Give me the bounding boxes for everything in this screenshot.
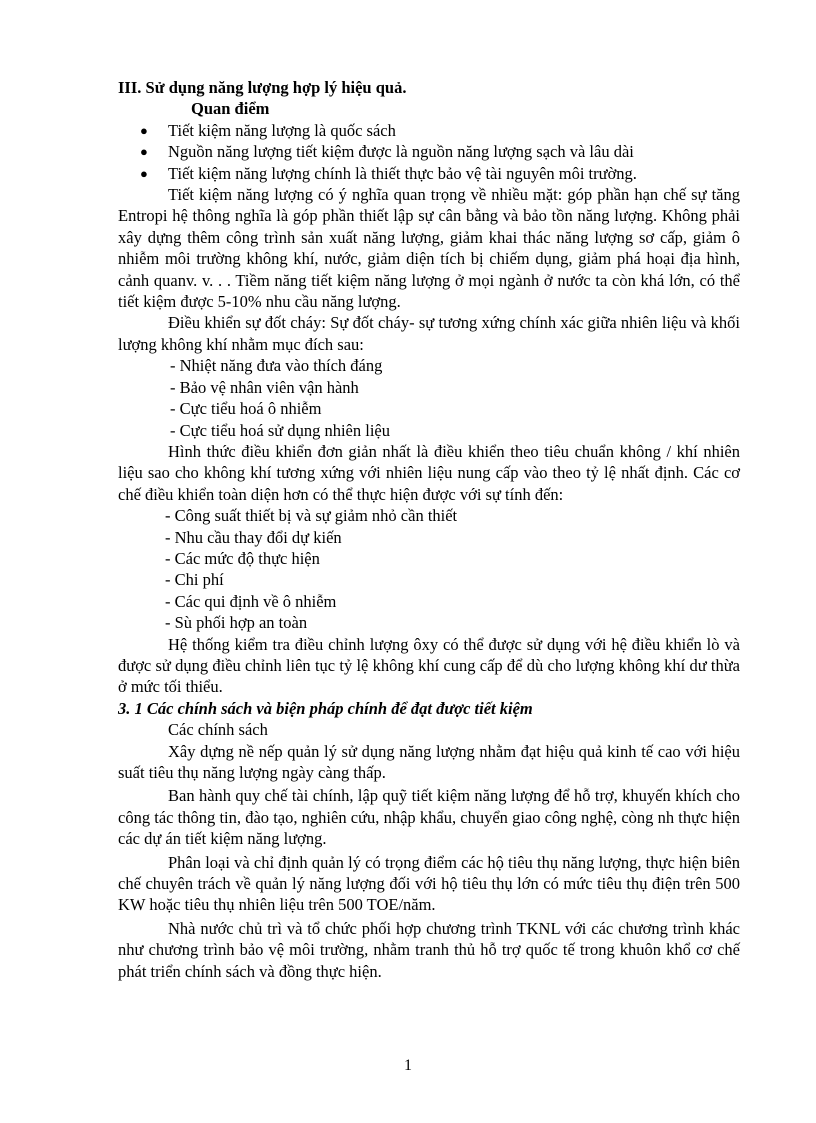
bullet-icon: ● xyxy=(140,144,148,160)
bullet-icon: ● xyxy=(140,165,148,181)
list-item: - Nhu cầu thay đổi dự kiến xyxy=(165,527,342,547)
section-subheading: Quan điểm xyxy=(191,99,270,119)
paragraph: Tiết kiệm năng lượng có ý nghĩa quan trọng về nhiều mặt: góp phần hạn chế sự tăng Entropi hệ thông nghĩa là góp phần thiết lập sự cân bằng và bảo tồn năng lượng. Không phải xây dựng thêm công trình sản xuất năng lượng, giảm khai thác năng lượng sơ cấp, giảm ô nhiễm môi trường không khí, nước, giảm diện tích bị chiếm dụng, giảm phá hoại địa hình, cảnh quanv. v. . . Tiềm năng tiết kiệm năng lượng ở mọi ngành ở nước ta còn khá lớn, có thể tiết kiệm được 5-10% nhu cầu năng lượng. xyxy=(118,185,740,312)
list-item: ● Tiết kiệm năng lượng là quốc sách xyxy=(140,120,396,140)
paragraph: Phân loại và chỉ định quản lý có trọng điểm các hộ tiêu thụ năng lượng, thực hiện biên chế chuyên trách về quản lý năng lượng đối với hộ tiêu thụ lớn có mức tiêu thụ điện trên 500 KW hoặc tiêu thụ nhiên liệu trên 500 TOE/năm. xyxy=(118,852,740,915)
paragraph: Hệ thống kiểm tra điều chỉnh lượng ôxy có thể được sử dụng với hệ điều khiển lò và được sử dụng điều chỉnh liên tục tỷ lệ không khí cung cấp để dù cho lượng không khí dư thừa ở mức tối thiểu. xyxy=(118,634,740,697)
paragraph: Xây dựng nề nếp quản lý sử dụng năng lượng nhằm đạt hiệu quả kinh tế cao với hiệu suất tiêu thụ năng lượng ngày càng thấp. xyxy=(118,741,740,782)
paragraph: Nhà nước chủ trì và tổ chức phối hợp chương trình TKNL với các chương trình khác như chương trình bảo vệ môi trường, nhằm tranh thủ hỗ trợ quốc tế trong khuôn khổ cơ chế phát triển chính sách và đồng thực hiện. xyxy=(118,918,740,981)
list-item: - Sù phối hợp an toàn xyxy=(165,613,308,633)
subsection-heading: 3. 1 Các chính sách và biện pháp chính để đạt được tiết kiệm xyxy=(118,698,533,718)
subsection-subheading: Các chính sách xyxy=(168,720,268,740)
paragraph: Hình thức điều khiển đơn giản nhất là điều khiển theo tiêu chuẩn không / khí nhiên liệu sao cho không khí tương xứng với nhiên liệu nung cấp vào theo tỷ lệ nhất định. Các cơ chế điều khiển toàn diện hơn có thể thực hiện được với sự tính đến: xyxy=(118,441,740,504)
list-item: - Công suất thiết bị và sự giảm nhỏ cần thiết xyxy=(165,506,458,526)
list-item: ● Nguồn năng lượng tiết kiệm được là nguồn năng lượng sạch và lâu dài xyxy=(140,142,634,162)
list-item: - Các mức độ thực hiện xyxy=(165,548,320,568)
list-item: - Chi phí xyxy=(165,570,224,590)
section-heading: III. Sử dụng năng lượng hợp lý hiệu quả. xyxy=(118,78,407,97)
document-page xyxy=(118,77,740,982)
paragraph: Ban hành quy chế tài chính, lập quỹ tiết kiệm năng lượng để hỗ trợ, khuyến khích cho công tác thông tin, đào tạo, nghiên cứu, nhập khẩu, chuyển giao công nghệ, còng nh thực hiện các dự án tiết kiệm năng lượng. xyxy=(118,786,740,849)
paragraph: Điều khiển sự đốt cháy: Sự đốt cháy- sự tương xứng chính xác giữa nhiên liệu và khối lượng không khí nhằm mục đích sau: xyxy=(118,313,740,354)
bullet-icon: ● xyxy=(140,122,148,138)
list-item: - Cực tiểu hoá ô nhiễm xyxy=(170,399,322,419)
list-item: ● Tiết kiệm năng lượng chính là thiết thực bảo vệ tài nguyên môi trường. xyxy=(140,163,637,183)
page-number: 1 xyxy=(404,1057,412,1074)
list-item: - Nhiệt năng đưa vào thích đáng xyxy=(170,356,383,376)
list-item: - Cực tiểu hoá sử dụng nhiên liệu xyxy=(170,420,390,440)
list-item: - Các qui định về ô nhiễm xyxy=(165,591,337,611)
viewpoint-list xyxy=(118,120,740,184)
list-item: - Bảo vệ nhân viên vận hành xyxy=(170,377,359,397)
